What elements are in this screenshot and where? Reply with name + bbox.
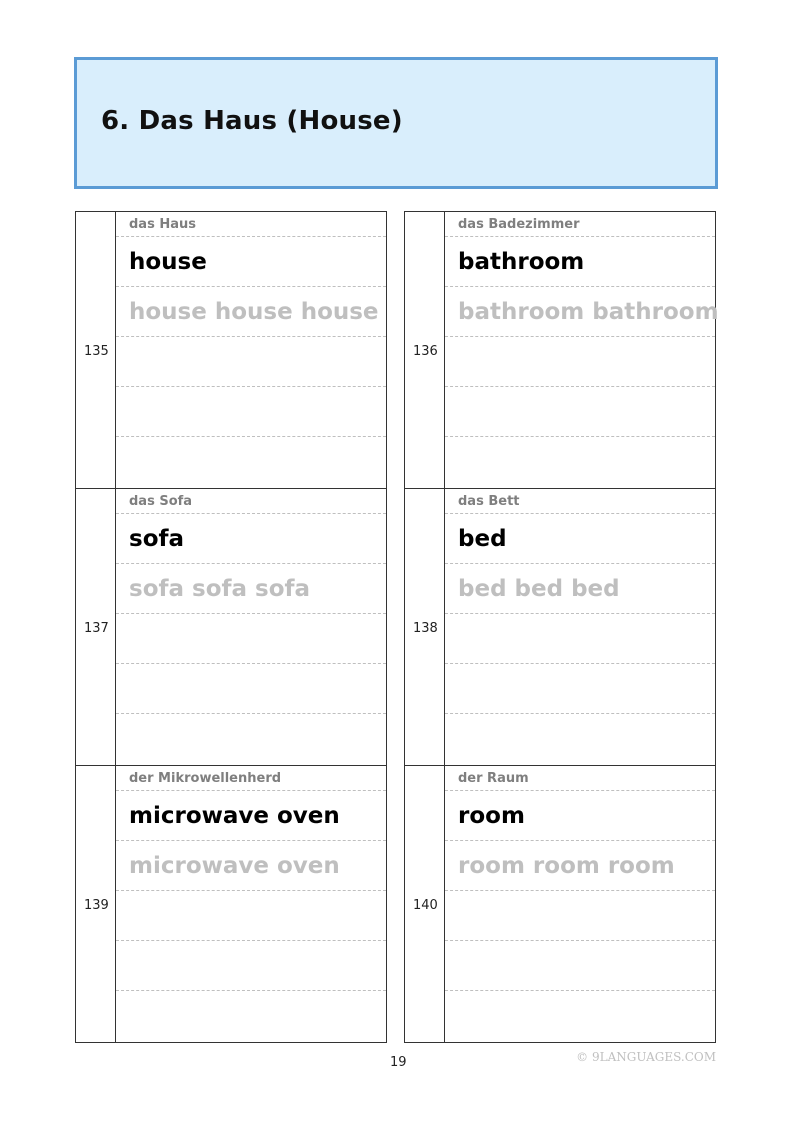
entry-number: 135 bbox=[84, 344, 109, 359]
writing-line[interactable] bbox=[445, 614, 715, 664]
writing-line[interactable] bbox=[116, 337, 386, 387]
entry-number: 136 bbox=[413, 344, 438, 359]
vocab-card bbox=[404, 211, 719, 488]
writing-line[interactable] bbox=[445, 387, 715, 437]
writing-line[interactable] bbox=[445, 664, 715, 714]
copyright-notice: © 9LANGUAGES.COM bbox=[576, 1050, 716, 1064]
trace-text: sofa sofa sofa bbox=[129, 576, 311, 602]
writing-line[interactable] bbox=[445, 337, 715, 387]
entry-number: 138 bbox=[413, 621, 438, 636]
vocab-card bbox=[75, 488, 387, 765]
writing-line[interactable] bbox=[445, 437, 715, 487]
page-number: 19 bbox=[390, 1055, 407, 1070]
entry-number: 137 bbox=[84, 621, 109, 636]
english-word: house bbox=[129, 249, 207, 275]
entry-number-cell bbox=[405, 489, 445, 765]
writing-line[interactable] bbox=[116, 387, 386, 437]
english-word: sofa bbox=[129, 526, 185, 552]
writing-line[interactable] bbox=[445, 991, 715, 1041]
writing-line[interactable] bbox=[116, 614, 386, 664]
english-word: microwave oven bbox=[129, 803, 340, 829]
writing-line[interactable] bbox=[445, 714, 715, 764]
writing-line[interactable] bbox=[116, 664, 386, 714]
writing-line[interactable] bbox=[116, 941, 386, 991]
writing-line[interactable] bbox=[116, 891, 386, 941]
entry-number: 140 bbox=[413, 898, 438, 913]
entry-number-cell bbox=[76, 489, 116, 765]
trace-text: microwave oven bbox=[129, 853, 340, 879]
writing-line[interactable] bbox=[116, 437, 386, 487]
writing-line[interactable] bbox=[116, 714, 386, 764]
vocab-card bbox=[75, 211, 387, 488]
entry-number-cell bbox=[405, 212, 445, 488]
right-column bbox=[404, 211, 719, 1043]
entry-number: 139 bbox=[84, 898, 109, 913]
trace-text: room room room bbox=[458, 853, 675, 879]
entry-number-cell bbox=[405, 766, 445, 1042]
left-column bbox=[75, 211, 387, 1043]
german-term: der Raum bbox=[458, 771, 529, 786]
german-term: das Sofa bbox=[129, 494, 193, 509]
writing-line[interactable] bbox=[445, 941, 715, 991]
trace-text: bed bed bed bbox=[458, 576, 620, 602]
vocab-card bbox=[404, 488, 716, 765]
page-title: 6. Das Haus (House) bbox=[101, 106, 403, 136]
english-word: bathroom bbox=[458, 249, 585, 275]
title-banner bbox=[74, 57, 718, 189]
trace-text: bathroom bathroom bbox=[458, 299, 719, 325]
trace-text: house house house bbox=[129, 299, 379, 325]
english-word: bed bbox=[458, 526, 507, 552]
vocab-card bbox=[75, 765, 387, 1043]
german-term: der Mikrowellenherd bbox=[129, 771, 282, 786]
vocab-card bbox=[404, 765, 716, 1043]
writing-line[interactable] bbox=[116, 991, 386, 1041]
german-term: das Haus bbox=[129, 217, 196, 232]
writing-line[interactable] bbox=[445, 891, 715, 941]
german-term: das Badezimmer bbox=[458, 217, 580, 232]
entry-number-cell bbox=[76, 212, 116, 488]
english-word: room bbox=[458, 803, 525, 829]
german-term: das Bett bbox=[458, 494, 520, 509]
entry-number-cell bbox=[76, 766, 116, 1042]
